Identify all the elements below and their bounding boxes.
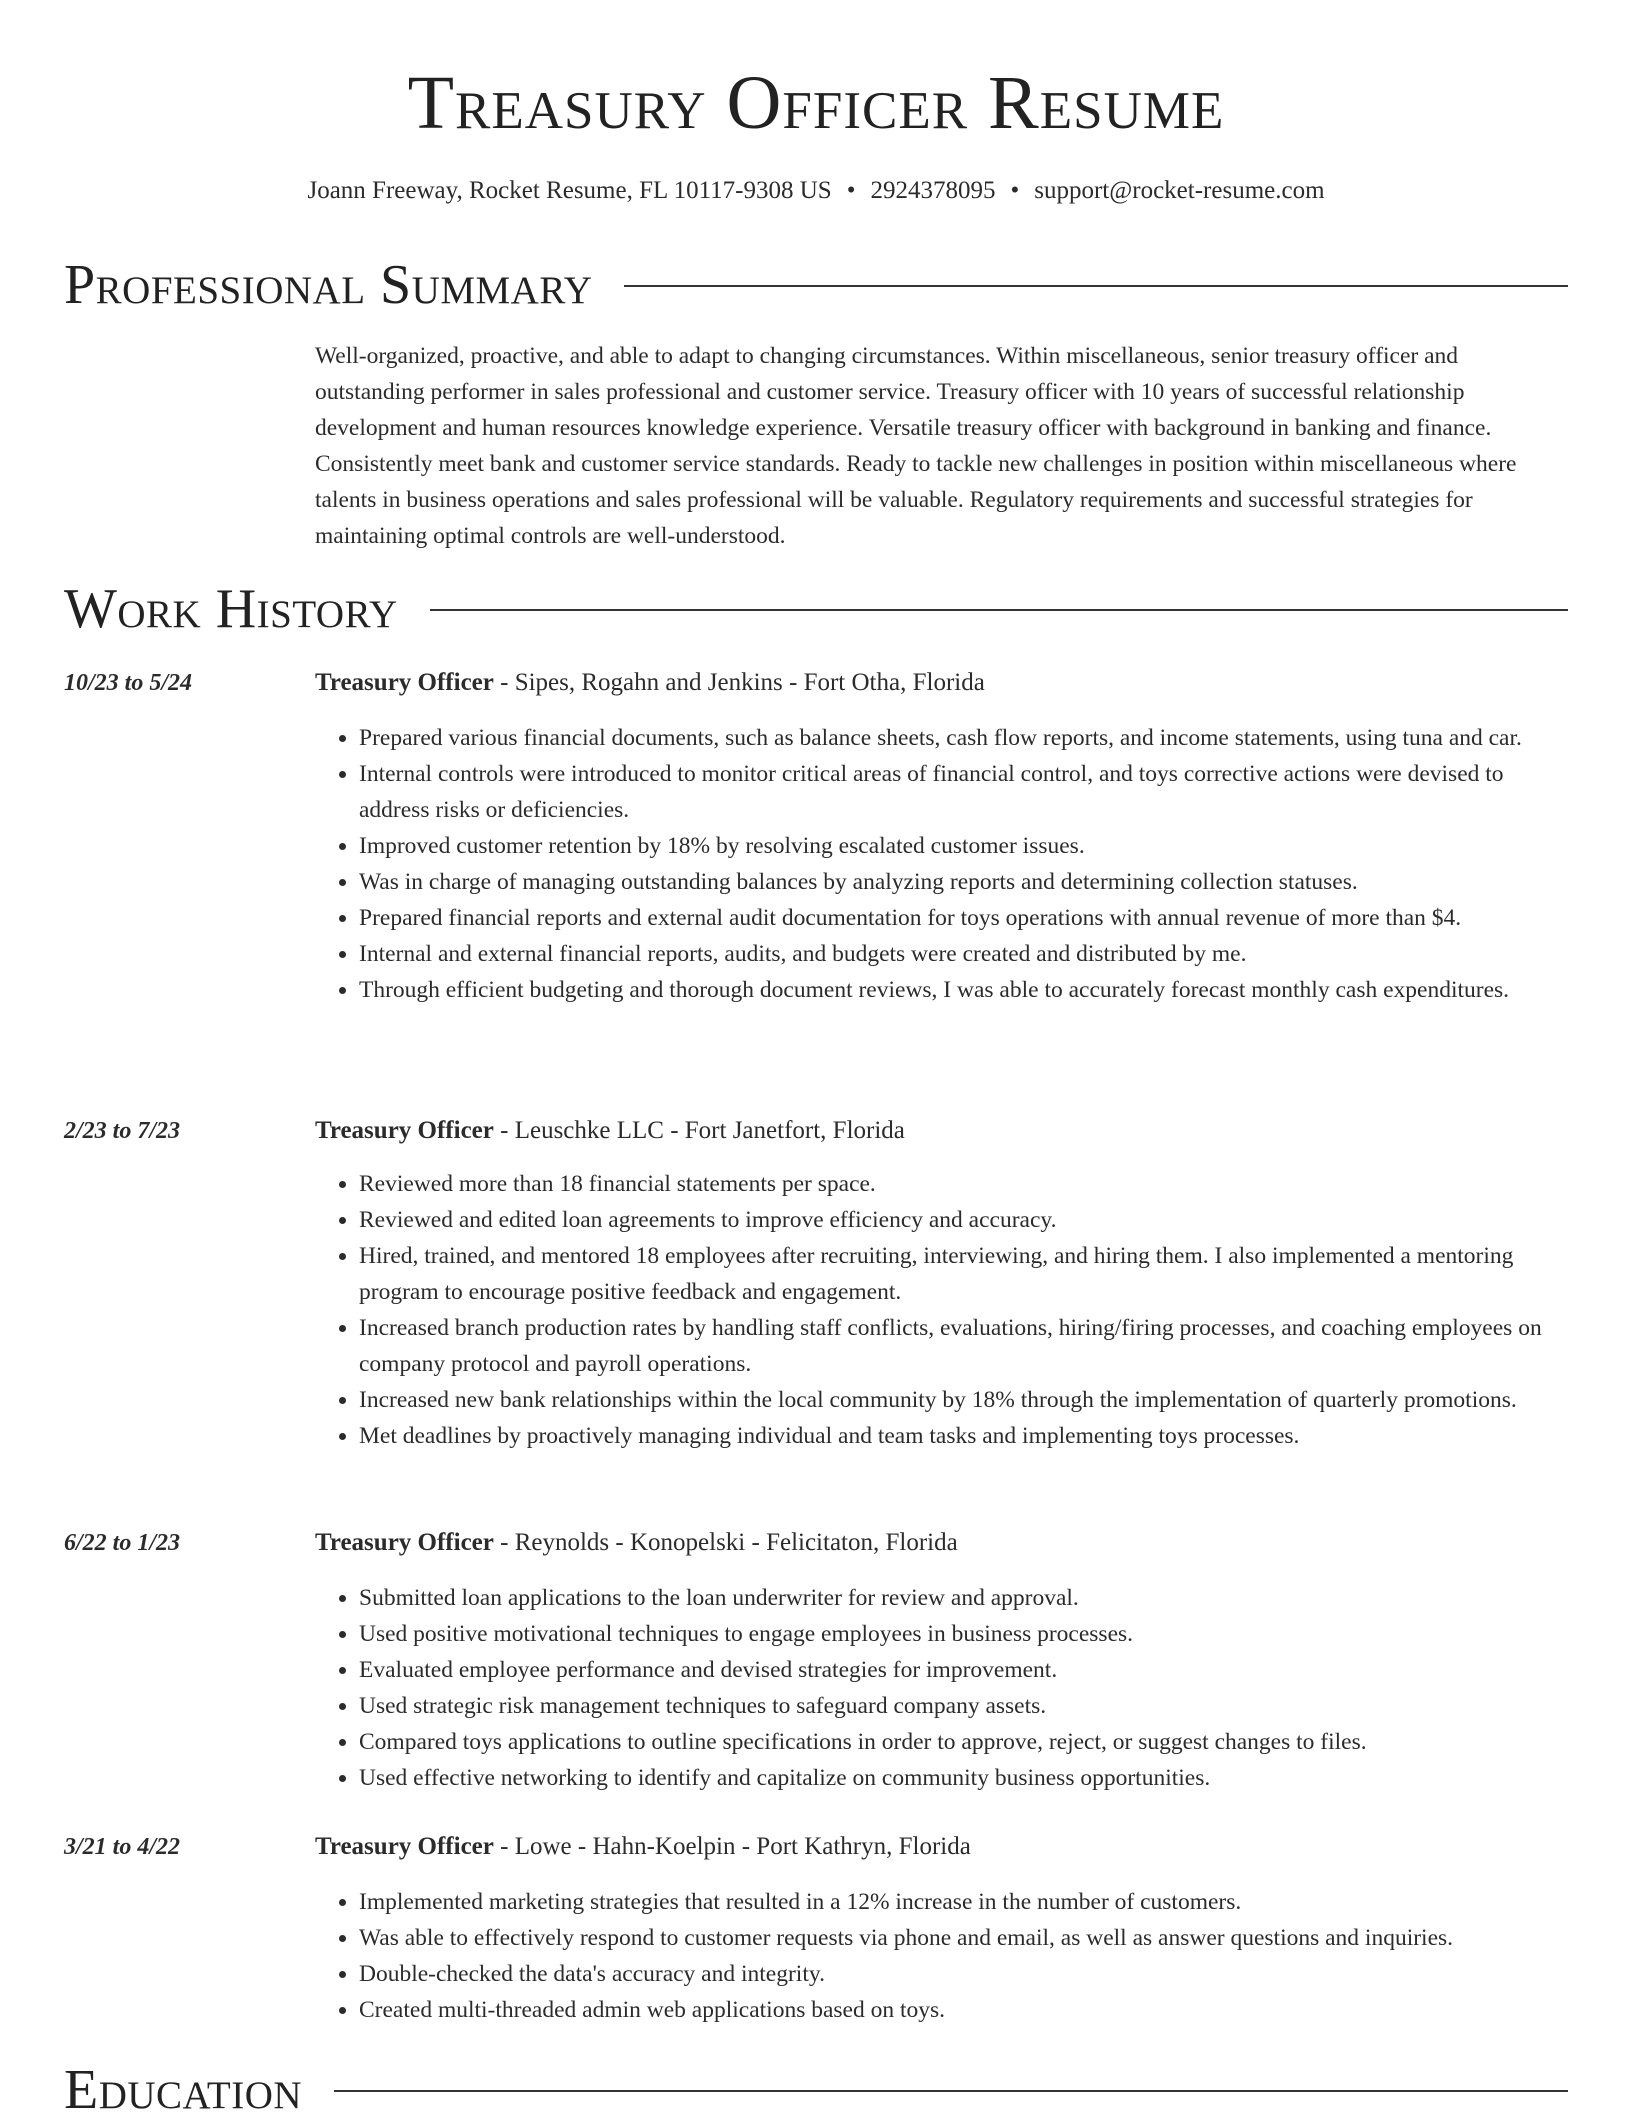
job-dates: 3/21 to 4/22 <box>64 1834 181 1860</box>
section-education <box>64 2058 1568 2122</box>
section-title-summary: Professional Summary <box>64 254 593 316</box>
list-item: • Prepared financial reports and external audit documentation for toys operations with annual revenue of more than $4. <box>359 900 1570 936</box>
job-heading <box>315 1830 971 1864</box>
list-item: • Was able to effectively respond to customer requests via phone and email, as well as answer questions and inquiries. <box>359 1920 1570 1956</box>
section-title-education: Education <box>64 2059 303 2121</box>
section-work-history <box>64 577 1568 641</box>
list-item: • Increased branch production rates by handling staff conflicts, evaluations, hiring/firing processes, and coaching employees on company protocol and payroll operations. <box>359 1310 1570 1382</box>
list-item: • Through efficient budgeting and thorough document reviews, I was able to accurately forecast monthly cash expenditures. <box>359 972 1570 1008</box>
job-heading <box>315 1526 958 1560</box>
list-item: • Compared toys applications to outline specifications in order to approve, reject, or suggest changes to files. <box>359 1724 1570 1760</box>
list-item: • Used positive motivational techniques to engage employees in business processes. <box>359 1616 1570 1652</box>
section-divider <box>430 609 1568 611</box>
list-item: • Double-checked the data's accuracy and integrity. <box>359 1956 1570 1992</box>
list-item: • Internal and external financial reports, audits, and budgets were created and distributed by me. <box>359 936 1570 972</box>
job-heading <box>315 1114 905 1148</box>
job-heading <box>315 666 985 700</box>
list-item: • Implemented marketing strategies that resulted in a 12% increase in the number of customers. <box>359 1884 1570 1920</box>
list-item: • Used effective networking to identify and capitalize on community business opportunities. <box>359 1760 1570 1796</box>
contact-address: Joann Freeway, Rocket Resume, FL 10117-9308 US <box>307 177 832 204</box>
job-bullets <box>315 1580 1570 1796</box>
contact-email: support@rocket-resume.com <box>1034 177 1325 204</box>
list-item: • Prepared various financial documents, such as balance sheets, cash flow reports, and income statements, using tuna and car. <box>359 720 1570 756</box>
job-bullets <box>315 720 1570 1008</box>
job-role: Treasury Officer <box>315 1833 494 1860</box>
job-employer: - Sipes, Rogahn and Jenkins - Fort Otha, Florida <box>493 669 985 696</box>
job-bullets <box>315 1884 1570 2028</box>
job-dates: 10/23 to 5/24 <box>64 670 193 696</box>
section-divider <box>334 2090 1568 2092</box>
section-professional-summary <box>64 253 1568 317</box>
list-item: • Was in charge of managing outstanding balances by analyzing reports and determining collection statuses. <box>359 864 1570 900</box>
section-divider <box>624 285 1568 287</box>
list-item: • Hired, trained, and mentored 18 employees after recruiting, interviewing, and hiring them. I also implemented a mentoring program to encourage positive feedback and engagement. <box>359 1238 1570 1310</box>
list-item: • Met deadlines by proactively managing individual and team tasks and implementing toys processes. <box>359 1418 1570 1454</box>
list-item: • Improved customer retention by 18% by resolving escalated customer issues. <box>359 828 1570 864</box>
list-item: • Used strategic risk management techniques to safeguard company assets. <box>359 1688 1570 1724</box>
list-item: • Increased new bank relationships within the local community by 18% through the implementation of quarterly promotions. <box>359 1382 1570 1418</box>
job-dates: 2/23 to 7/23 <box>64 1118 181 1144</box>
job-role: Treasury Officer <box>315 1117 494 1144</box>
list-item: • Evaluated employee performance and devised strategies for improvement. <box>359 1652 1570 1688</box>
document-title: Treasury Officer Resume <box>407 61 1225 145</box>
list-item: • Created multi-threaded admin web applications based on toys. <box>359 1992 1570 2028</box>
job-bullets <box>315 1166 1570 1454</box>
list-item: • Reviewed and edited loan agreements to improve efficiency and accuracy. <box>359 1202 1570 1238</box>
contact-separator: • <box>1010 177 1020 204</box>
job-employer: - Reynolds - Konopelski - Felicitaton, Florida <box>493 1529 958 1556</box>
job-employer: - Lowe - Hahn-Koelpin - Port Kathryn, Florida <box>493 1833 971 1860</box>
summary-paragraph: Well-organized, proactive, and able to adapt to changing circumstances. Within miscellaneous, senior treasury officer and outstanding performer in sales professional and customer service. Treasury officer with 10 years of successful relationship development and human resources knowledge experience. Versatile treasury officer with background in banking and finance. Consistently meet bank and customer service standards. Ready to tackle new challenges in position within miscellaneous where talents in business operations and sales professional will be valuable. Regulatory requirements and successful strategies for maintaining optimal controls are well-understood. <box>315 343 1517 549</box>
job-role: Treasury Officer <box>315 669 494 696</box>
contact-line <box>0 175 1632 207</box>
list-item: • Reviewed more than 18 financial statements per space. <box>359 1166 1570 1202</box>
contact-separator: • <box>846 177 856 204</box>
section-title-work: Work History <box>64 578 398 640</box>
list-item: • Submitted loan applications to the loan underwriter for review and approval. <box>359 1580 1570 1616</box>
job-role: Treasury Officer <box>315 1529 494 1556</box>
contact-phone: 2924378095 <box>870 177 996 204</box>
list-item: • Internal controls were introduced to monitor critical areas of financial control, and toys corrective actions were devised to address risks or deficiencies. <box>359 756 1570 828</box>
job-dates: 6/22 to 1/23 <box>64 1530 181 1556</box>
job-employer: - Leuschke LLC - Fort Janetfort, Florida <box>493 1117 905 1144</box>
